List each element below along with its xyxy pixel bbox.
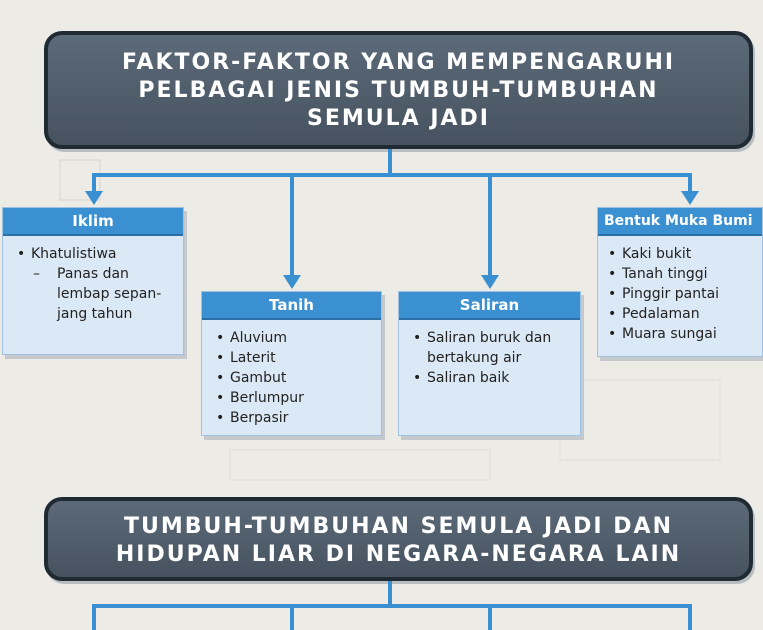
list-item: • Pinggir pantai	[606, 284, 756, 304]
list-item: • Tanah tinggi	[606, 264, 756, 284]
arrowhead-iklim	[85, 191, 103, 205]
list-item: • Berlumpur	[214, 388, 375, 408]
list-item: jang tahun	[57, 306, 133, 322]
bottom-banner-line-2: HIDUPAN LIAR DI NEGARA-NEGARA LAIN	[115, 542, 682, 567]
box-iklim-title: Iklim	[3, 208, 183, 236]
connector-drop-iklim	[92, 173, 96, 193]
connector-trunk-top	[388, 149, 392, 176]
box-saliran	[398, 291, 581, 436]
list-item: • Aluvium	[214, 328, 375, 348]
box-tanih-title: Tanih	[202, 292, 381, 320]
list-item: bertakung air	[427, 350, 522, 366]
box-tanih-list	[202, 320, 381, 434]
top-banner-line-1: FAKTOR-FAKTOR YANG MEMPENGARUHI	[121, 50, 676, 75]
connector-drop-bentuk	[688, 173, 692, 193]
box-bentuk-muka-bumi-list	[598, 236, 762, 350]
list-item: lembap sepan-	[57, 286, 162, 302]
top-banner-line-3: SEMULA JADI	[307, 106, 490, 131]
box-saliran-list	[399, 320, 580, 394]
box-iklim-list	[3, 236, 183, 330]
arrowhead-bentuk	[681, 191, 699, 205]
top-banner-line-2: PELBAGAI JENIS TUMBUH-TUMBUHAN	[138, 78, 659, 103]
top-banner	[44, 31, 753, 149]
list-item: • Gambut	[214, 368, 375, 388]
connector-bar-bottom	[92, 604, 692, 608]
box-iklim	[2, 207, 184, 355]
list-item: • Saliran buruk dan	[411, 328, 574, 348]
connector-drop-bottom-2	[290, 604, 294, 630]
list-item: • Muara sungai	[606, 324, 756, 344]
connector-drop-saliran	[488, 173, 492, 276]
arrowhead-saliran	[481, 275, 499, 289]
connector-trunk-bottom	[388, 581, 392, 606]
connector-drop-bottom-1	[92, 604, 96, 630]
box-bentuk-muka-bumi	[597, 207, 763, 357]
connector-drop-bottom-3	[488, 604, 492, 630]
list-item: • Berpasir	[214, 408, 375, 428]
box-bentuk-muka-bumi-title: Bentuk Muka Bumi	[598, 208, 762, 236]
connector-drop-bottom-4	[688, 604, 692, 630]
box-tanih	[201, 291, 382, 436]
connector-bar-top	[92, 173, 692, 177]
bottom-banner-line-1: TUMBUH-TUMBUHAN SEMULA JADI DAN	[124, 514, 673, 539]
list-item: – Panas dan	[15, 264, 177, 284]
list-item: • Saliran baik	[411, 368, 574, 388]
bottom-banner	[44, 497, 753, 581]
box-saliran-title: Saliran	[399, 292, 580, 320]
connector-drop-tanih	[290, 173, 294, 276]
list-item: • Kaki bukit	[606, 244, 756, 264]
arrowhead-tanih	[283, 275, 301, 289]
list-item: • Pedalaman	[606, 304, 756, 324]
list-item: • Laterit	[214, 348, 375, 368]
list-item: • Khatulistiwa	[15, 244, 177, 264]
